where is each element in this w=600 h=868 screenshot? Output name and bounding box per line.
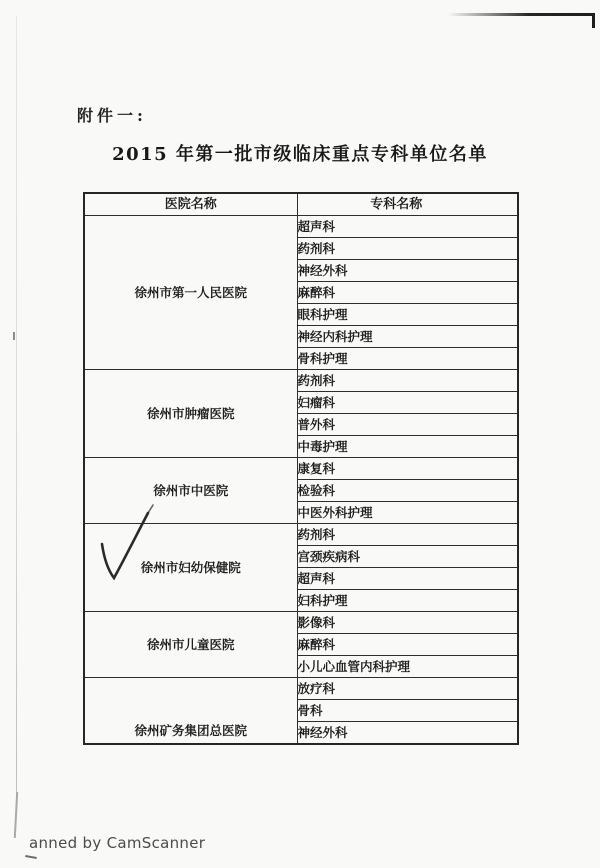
attachment-label: 附件一: [77,106,147,125]
specialty-cell: 药剂科 [297,370,518,392]
specialty-cell: 普外科 [297,414,518,436]
table-row [84,216,518,238]
specialty-cell: 影像科 [297,612,518,634]
specialty-cell: 骨科 [297,700,518,722]
hospital-column-header: 医院名称 [84,193,297,216]
page-title: 2015 年第一批市级临床重点专科单位名单 [112,144,488,165]
specialty-column-header: 专科名称 [297,193,518,216]
specialty-cell: 神经内科护理 [297,326,518,348]
camscanner-watermark: anned by CamScanner [29,834,206,852]
hospital-cell: 徐州市儿童医院 [84,612,297,678]
scan-bottom-left-pen-mark [25,855,37,859]
specialty-cell: 药剂科 [297,238,518,260]
specialty-cell: 神经外科 [297,260,518,282]
hospital-cell: 徐州市第一人民医院 [84,216,297,370]
specialty-cell: 检验科 [297,480,518,502]
specialty-cell: 骨科护理 [297,348,518,370]
hospital-cell: 徐州市中医院 [84,458,297,524]
scan-left-edge-bottom-mark [14,792,18,838]
table-row [84,612,518,634]
specialty-cell: 放疗科 [297,678,518,700]
specialty-cell: 药剂科 [297,524,518,546]
hospital-cell: 徐州市肿瘤医院 [84,370,297,458]
specialty-cell: 麻醉科 [297,634,518,656]
specialty-cell: 麻醉科 [297,282,518,304]
specialty-cell: 神经外科 [297,722,518,745]
specialty-cell: 超声科 [297,568,518,590]
table-row [84,370,518,392]
table-header-row [84,193,518,216]
table-row [84,458,518,480]
specialty-cell: 眼科护理 [297,304,518,326]
scan-top-right-edge-line [448,13,595,16]
specialty-cell: 康复科 [297,458,518,480]
specialty-cell: 妇科护理 [297,590,518,612]
specialty-cell: 超声科 [297,216,518,238]
table-row [84,678,518,700]
specialty-cell: 中毒护理 [297,436,518,458]
specialty-cell: 宫颈疾病科 [297,546,518,568]
specialty-table [83,192,519,745]
scan-left-edge-speck [13,332,15,340]
hospital-cell: 徐州矿务集团总医院 [84,678,297,745]
scan-top-right-corner-mark [592,13,595,28]
specialty-cell: 妇瘤科 [297,392,518,414]
handwritten-checkmark-icon [88,500,158,588]
specialty-cell: 中医外科护理 [297,502,518,524]
hospital-cell-checked: 徐州市妇幼保健院 [84,524,297,612]
specialty-cell: 小儿心血管内科护理 [297,656,518,678]
scan-left-edge-line [16,16,17,802]
